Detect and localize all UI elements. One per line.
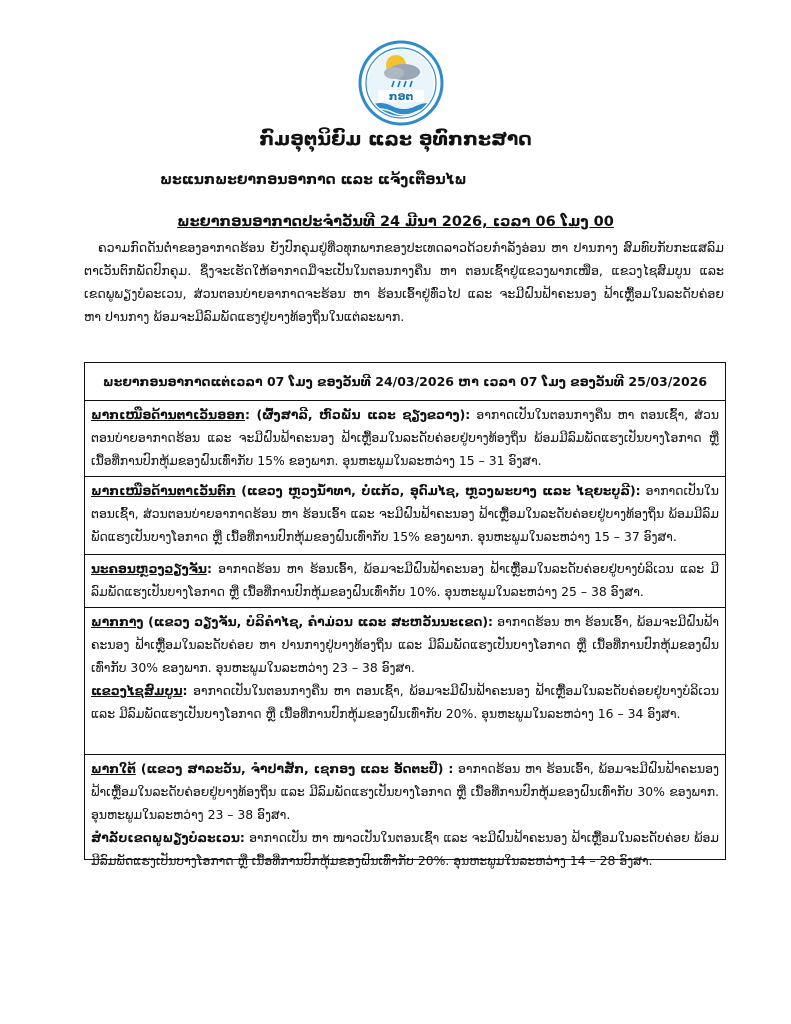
region-forecast-text: ອາກາດຮ້ອນ ຫາ ຮ້ອນເອົ້າ, ພ້ອມຈະມີຝົນຟ້າຄະນອງ ຟ້າເຫຼື້ອມໃນລະດັບຄ່ອຍຢູ່ບາງທ້ອງຖິ່ນ ແລະ ມີລົມພັດແຮງເປັນບາງໂອກາດ ຫຼື ເນື້ອທີ່ການປົກຫຸ້ມຂອງຝົນເທົ່າກັບ 30% ຂອງພາກ. ອຸນຫະພູມໃນລະຫວ່າງ 23 – 38 ອົງສາ. [91, 761, 719, 822]
table-header: ພະຍາກອນອາກາດແຕ່ເວລາ 07 ໂມງ ຂອງວັນທີ 24/03/2026 ຫາ ເວລາ 07 ໂມງ ຂອງວັນທີ 25/03/2026 [85, 363, 725, 401]
region-heading: ແຂວງໄຊສົມບູນ [91, 683, 183, 698]
region-forecast-text: ອາກາດເປັນ ຫາ ໜາວເປັນໃນຕອນເຊົ້າ ແລະ ຈະມີຝົນຟ້າຄະນອງ ຟ້າເຫຼື້ອມໃນລະດັບຄ່ອຍ ພ້ອມມີລົມພັດແຮງເປັນບາງໂອກາດ ຫຼື ເນື້ອທີ່ການປົກຫຸ້ມຂອງຝົນເທົ່າກັບ 20%. ອຸນຫະພູມໃນລະຫວ່າງ 14 – 28 ອົງສາ. [91, 830, 719, 868]
regional-forecast-table [84, 362, 726, 868]
region-provinces: : [239, 830, 245, 845]
region-provinces: (ແຂວງ ຫຼວງນໍ້າທາ, ບໍ່ແກ້ວ, ອຸດົມໄຊ, ຫຼວງພະບາງ ແລະ ໄຊຍະບູລີ): [235, 483, 641, 498]
region-heading: ພາກເໜືອດ້ານຕາເວັນອອກ [91, 407, 245, 422]
region-forecast-text: ອາກາດເປັນໃນຕອນກາງຄືນ ຫາ ຕອນເຊົ້າ, ພ້ອມຈະມີຝົນຟ້າຄະນອງ ຟ້າເຫຼື້ອມໃນລະດັບຄ່ອຍຢູ່ບາງບໍລິເວນ ແລະ ມີລົມພັດແຮງເປັນບາງໂອກາດ ຫຼື ເນື້ອທີ່ການປົກຫຸ້ມຂອງຝົນເທົ່າກັບ 20%. ອຸນຫະພູມໃນລະຫວ່າງ 16 – 34 ອົງສາ. [91, 683, 719, 721]
region-paragraph [91, 403, 719, 472]
region-section-north-west [85, 477, 725, 555]
region-section-north-east [85, 401, 725, 477]
intro-paragraph: ຄວາມກົດດັນຕໍ່າຂອງອາກາດຮ້ອນ ຍັງປົກຄຸມຢູ່ທີ່ວທຸກພາກຂອງປະເທດລາວດ້ວຍກໍາລັງອ່ອນ ຫາ ປານກາງ ສົມທົບກັບກະແສລົມຕາເວັນຕົກພັດປົກຄຸມ. ຊຶ່ງຈະເຮັດໃຫ້ອາກາດມີ່ຈະເປັນໃນຕອນກາງຄືນ ຫາ ຕອນເຊົ້າຢູ່ແຂວງພາກເໜືອ, ແຂວງໄຊສົມບູນ ແລະ ເຂດພູພຽງບໍລະເວນ, ສ່ວນຕອນບ່າຍອາກາດຈະຮ້ອນ ຫາ ຮ້ອນເອົ້າຢູ່ທົ່ວໄປ ແລະ ຈະມີຝົນຟ້າຄະນອງ ຟ້າເຫຼື້ອມໃນລະດັບຄ່ອຍ ຫາ ປານກາງ ພ້ອມຈະມີລົມພັດແຮງຢູ່ບາງທ້ອງຖິ່ນໃນແຕ່ລະພາກ. [84, 240, 724, 324]
logo-text: ກອຕ [388, 90, 414, 103]
region-paragraph [91, 610, 719, 679]
ministry-title: ກົມອຸຕຸນິຍົມ ແລະ ອຸທົກກະສາດ [259, 128, 532, 150]
region-heading: ພາກໃຕ້ [91, 761, 136, 776]
region-heading: ນະຄອນຫຼວງວຽງຈັນ [91, 561, 207, 576]
department-name: ພະແນກພະຍາກອນອາກາດ ແລະ ແຈ້ງເຕືອນໄພ [160, 172, 467, 188]
region-provinces: : [206, 561, 212, 576]
region-section-south [85, 755, 725, 868]
region-provinces: (ແຂວງ ວຽງຈັນ, ບໍລິຄໍາໄຊ, ຄໍາມ່ວນ ແລະ ສະຫວັນນະເຂດ): [143, 614, 493, 629]
region-forecast-text: ອາກາດຮ້ອນ ຫາ ຮ້ອນເອົ້າ, ພ້ອມຈະມີຝົນຟ້າຄະນອງ ຟ້າເຫຼື້ອມໃນລະດັບຄ່ອຍ ຫາ ປານກາງຢູ່ບາງທ້ອງຖິ່ນ ແລະ ມີລົມພັດແຮງເປັນບາງໂອກາດ ຫຼື ເນື້ອທີ່ການປົກຫຸ້ມຂອງຝົນເທົ່າກັບ 30% ຂອງພາກ. ອຸນຫະພູມໃນລະຫວ່າງ 23 – 38 ອົງສາ. [91, 614, 719, 675]
region-paragraph [91, 557, 719, 603]
region-provinces: : (ຜົ້ງສາລີ, ຫົວພັນ ແລະ ຊຽງຂວາງ): [244, 407, 471, 422]
region-section-central [85, 608, 725, 755]
forecast-title: ພະຍາກອນອາກາດປະຈໍາວັນທີ 24 ມີນາ 2026, ເວລາ 06 ໂມງ 00 [177, 214, 614, 230]
region-provinces: : [182, 683, 188, 698]
region-forecast-text: ອາກາດເປັນໃນຕອນກາງຄືນ ຫາ ຕອນເຊົ້າ, ສ່ວນຕອນບ່າຍອາກາດຮ້ອນ ແລະ ຈະມີຝົນຟ້າຄະນອງ ຟ້າເຫຼື້ອມໃນລະດັບຄ່ອຍຢູ່ບາງທ້ອງຖິ່ນ ພ້ອມມີລົມພັດແຮງເປັນບາງໂອກາດ ຫຼື ເນື້ອທີ່ການປົກຫຸ້ມຂອງຝົນເທົ່າກັບ 15% ຂອງພາກ. ອຸນຫະພູມໃນລະຫວ່າງ 15 – 31 ອົງສາ. [91, 407, 719, 468]
region-heading: ພາກກາງ [91, 614, 144, 629]
weather-department-logo-icon [358, 40, 444, 126]
region-heading: ສໍາລັບເຂດພູພຽງບໍລະເວນ [91, 830, 240, 845]
region-paragraph [91, 826, 719, 872]
region-forecast-text: ອາກາດຮ້ອນ ຫາ ຮ້ອນເອົ້າ, ພ້ອມຈະມີຝົນຟ້າຄະນອງ ຟ້າເຫຼື້ອມໃນລະດັບຄ່ອຍຢູ່ບາງບໍລິເວນ ແລະ ມີລົມພັດແຮງເປັນບາງໂອກາດ ຫຼື ເນື້ອທີ່ການປົກຫຸ້ມຂອງຝົນເທົ່າກັບ 10%. ອຸນຫະພູມໃນລະຫວ່າງ 25 – 38 ອົງສາ. [91, 561, 719, 599]
region-forecast-text: ອາກາດເປັນໃນຕອນເຊົ້າ, ສ່ວນຕອນບ່າຍອາກາດຮ້ອນ ຫາ ຮ້ອນເອົ້າ ແລະ ຈະມີຝົນຟ້າຄະນອງ ຟ້າເຫຼື້ອມໃນລະດັບຄ່ອຍຢູ່ບາງທ້ອງຖິ່ນ ພ້ອມມີລົມພັດແຮງເປັນບາງໂອກາດ ຫຼື ເນື້ອທີ່ການປົກຫຸ້ມຂອງຝົນເທົ່າກັບ 15% ຂອງພາກ. ອຸນຫະພູມໃນລະຫວ່າງ 15 – 37 ອົງສາ. [91, 483, 719, 544]
region-paragraph [91, 679, 719, 725]
region-paragraph [91, 757, 719, 826]
region-heading: ພາກເໜືອດ້ານຕາເວັນຕົກ [91, 483, 236, 498]
region-provinces: (ແຂວງ ສາລະວັນ, ຈໍາປາສັກ, ເຊກອງ ແລະ ອັດຕະປື) : [135, 761, 454, 776]
region-paragraph [91, 479, 719, 548]
region-section-vientiane-capital [85, 555, 725, 608]
